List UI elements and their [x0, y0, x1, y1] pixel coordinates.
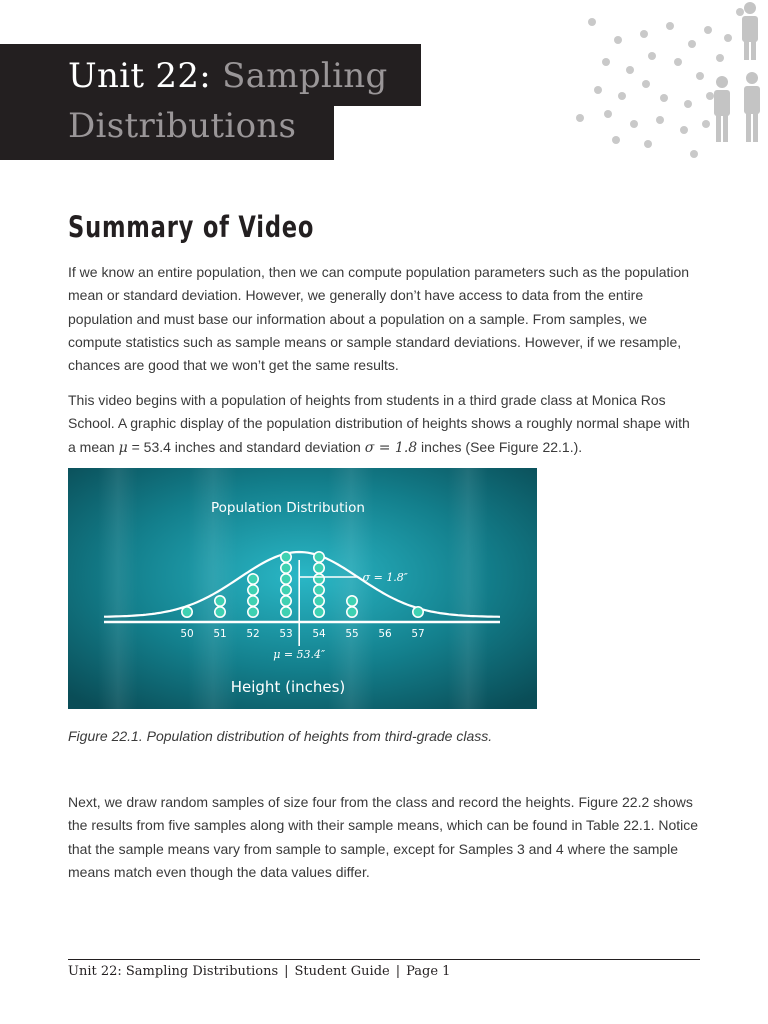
sd-label: σ = 1.8″: [362, 571, 408, 584]
footer-separator: |: [284, 964, 289, 979]
data-dot: [347, 607, 357, 617]
chart-title: Population Distribution: [211, 500, 365, 516]
x-tick-label: 53: [279, 628, 293, 640]
data-dot: [215, 607, 225, 617]
paragraph-samples: Next, we draw random samples of size four from the class and record the heights. Figure 22.2 shows the results from five samples along with their sample means, which can be found in Table 22.1. Notice that the sample means vary from sample to sample, except for Samples 3 and 4 where the sample means match even though the data values differ.: [68, 794, 699, 880]
x-tick-label: 54: [312, 628, 326, 640]
data-dot: [281, 585, 291, 595]
data-dot: [314, 607, 324, 617]
x-tick-label: 56: [378, 628, 392, 640]
data-dot: [248, 596, 258, 606]
data-dot: [215, 596, 225, 606]
figure-caption: Figure 22.1. Population distribution of heights from third-grade class.: [68, 728, 493, 744]
x-tick-label: 55: [345, 628, 359, 640]
sigma-expression: σ = 1.8: [364, 439, 418, 456]
data-dot: [314, 563, 324, 573]
data-dot: [314, 552, 324, 562]
unit-title-part2: Distributions: [68, 106, 297, 146]
people-dots-decoration: [560, 0, 768, 170]
x-axis-label: Height (inches): [230, 678, 346, 696]
unit-title-line-1: [68, 56, 388, 96]
mu-value: = 53.4 inches and standard deviation: [127, 438, 365, 455]
x-tick-label: 50: [180, 628, 194, 640]
data-dot: [248, 607, 258, 617]
paragraph-population-text-a: This video begins with a population of heights from students in a third grade class at Monica Ros School. A graphic display of the population distribution of heights shows a roughly normal shape with a mean: [68, 392, 690, 455]
data-dot: [281, 596, 291, 606]
data-dot: [281, 574, 291, 584]
footer-unit: Unit 22: Sampling Distributions: [68, 964, 279, 979]
data-dot: [281, 552, 291, 562]
paragraph-population-text-b: inches (See Figure 22.1.).: [417, 438, 583, 455]
data-dot: [314, 596, 324, 606]
footer-page: Page 1: [406, 964, 451, 979]
footer-separator: |: [395, 964, 401, 979]
data-dot: [413, 607, 423, 617]
data-dot: [281, 607, 291, 617]
section-heading: Summary of Video: [68, 210, 315, 244]
x-tick-label: 51: [213, 628, 227, 640]
paragraph-population: [68, 389, 700, 460]
data-dot: [281, 563, 291, 573]
data-dot: [248, 574, 258, 584]
population-distribution-chart: [68, 468, 537, 709]
data-dot: [347, 596, 357, 606]
x-tick-label: 57: [411, 628, 425, 640]
data-dot: [314, 574, 324, 584]
unit-label: Unit 22:: [68, 56, 212, 96]
figure-population-distribution: [68, 468, 537, 709]
data-dot: [182, 607, 192, 617]
mean-label: μ = 53.4″: [273, 648, 326, 661]
unit-title-part1: Sampling: [222, 56, 388, 96]
footer-rule: [68, 959, 700, 960]
page-footer: [68, 964, 450, 979]
x-tick-label: 52: [246, 628, 260, 640]
footer-guide: Student Guide: [294, 964, 390, 979]
paragraph-intro: If we know an entire population, then we can compute population parameters such as the population mean or standard deviation. However, we generally don’t have access to data from the entire population and must base our information about a population on a sample. From samples, we compute statistics such as sample means or sample standard deviations. However, if we resample, chances are good that we won’t get the same results.: [68, 264, 690, 374]
data-dot: [248, 585, 258, 595]
mu-symbol: μ: [118, 439, 128, 456]
data-dot: [314, 585, 324, 595]
